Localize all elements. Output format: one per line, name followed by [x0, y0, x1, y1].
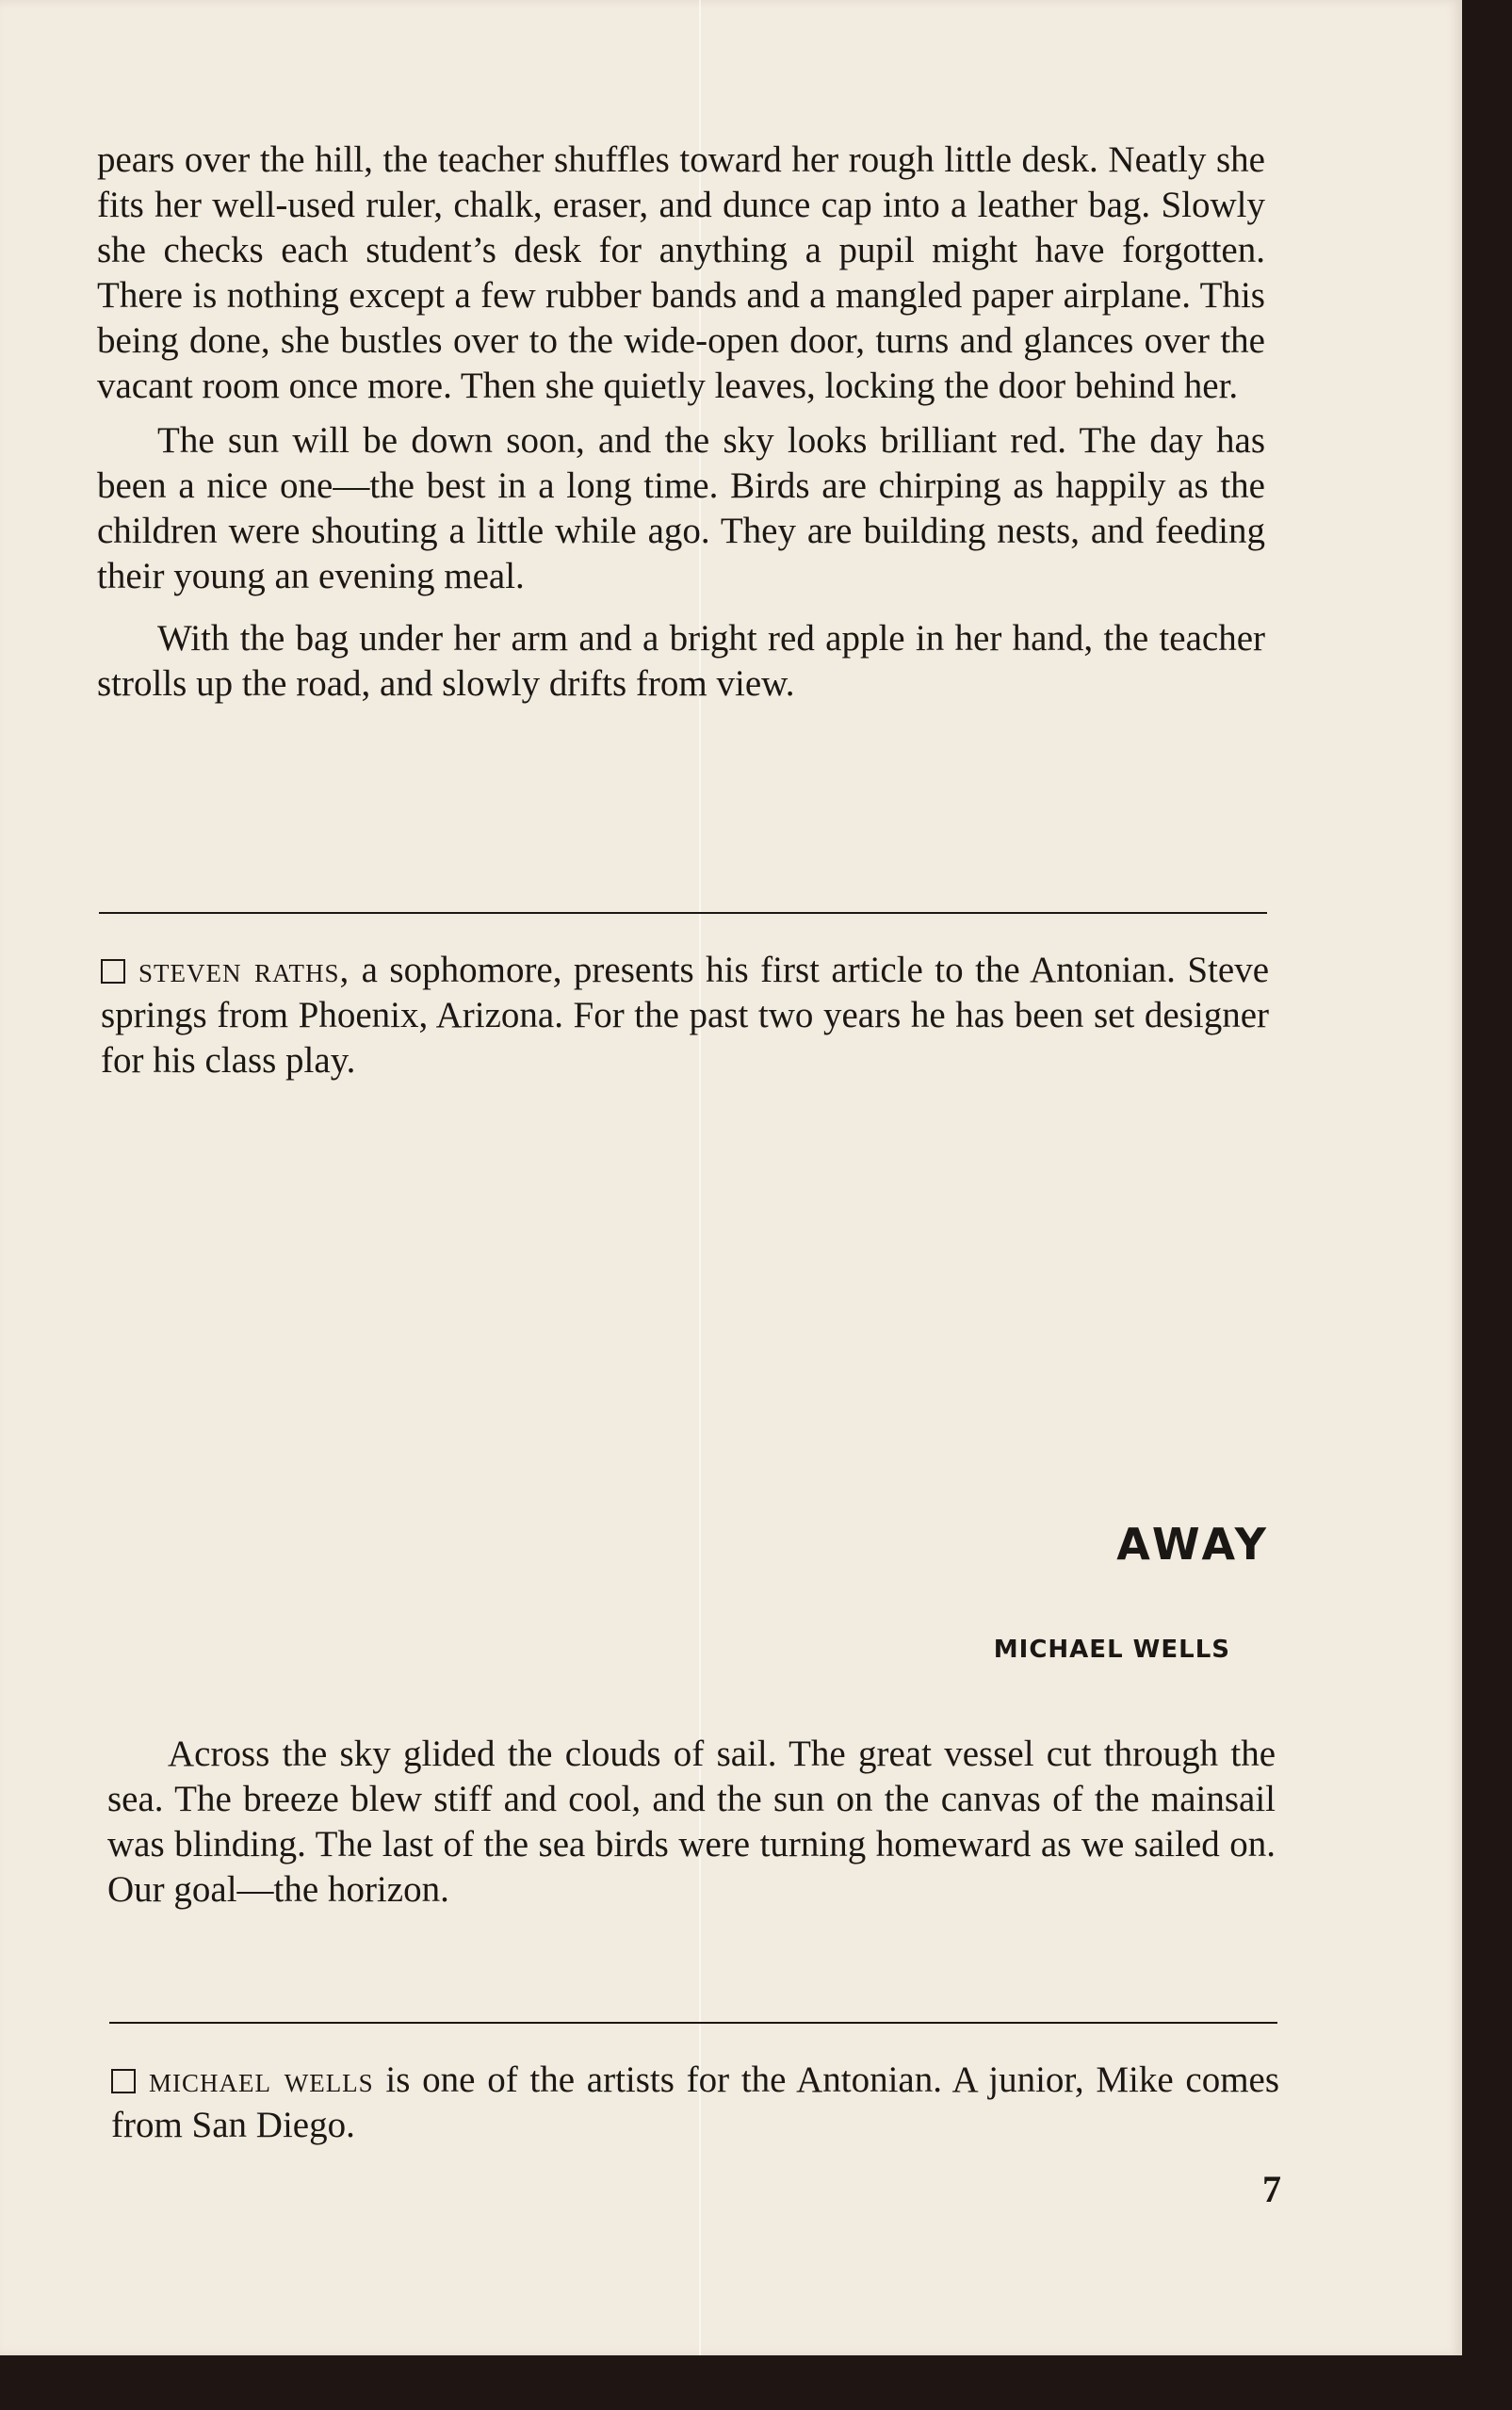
- divider-rule: [109, 2022, 1277, 2024]
- author-bio: [111, 2058, 1279, 2148]
- page-number: 7: [1262, 2168, 1281, 2210]
- bio-text: a sophomore, presents his first article to the Antonian. Steve springs from Phoenix, Arizona. For the past two years he has been set designer for his class play.: [101, 950, 1270, 1081]
- author-bio: [101, 948, 1269, 1083]
- story-title: AWAY: [1116, 1519, 1270, 1570]
- bio-author-name: michael wells: [149, 2060, 374, 2100]
- divider-rule: [99, 912, 1267, 914]
- story-body: [107, 1732, 1276, 1913]
- story-continuation: [97, 138, 1265, 707]
- paragraph: Across the sky glided the clouds of sail. The great vessel cut through the sea. The breeze blew stiff and cool, and the sun on the canvas of the mainsail was blinding. The last of the sea birds were turning homeward as we sailed on. Our goal—the horizon.: [107, 1734, 1276, 1910]
- paragraph: pears over the hill, the teacher shuffles toward her rough little desk. Neatly she fits her well-used ruler, chalk, eraser, and dunce cap into a leather bag. Slowly she checks each student’s desk for anything a pupil might have forgotten. There is nothing except a few rubber bands and a mangled paper airplane. This being done, she bustles over to the wide-open door, turns and glances over the vacant room once more. Then she quietly leaves, locking the door behind her.: [97, 139, 1265, 406]
- bio-text: is one of the artists for the Antonian. A junior, Mike comes from San Diego.: [111, 2060, 1280, 2145]
- checkbox-square-icon: [111, 2069, 136, 2093]
- story-author: MICHAEL WELLS: [993, 1636, 1230, 1664]
- checkbox-square-icon: [101, 959, 125, 984]
- bio-author-name: steven raths,: [138, 950, 350, 990]
- paragraph: The sun will be down soon, and the sky looks brilliant red. The day has been a nice one—the best in a long time. Birds are chirping as happily as the children were shouting a little while ago. They are building nests, and feeding their young an evening meal.: [97, 420, 1265, 596]
- paragraph: With the bag under her arm and a bright red apple in her hand, the teacher strolls up the road, and slowly drifts from view.: [97, 618, 1265, 704]
